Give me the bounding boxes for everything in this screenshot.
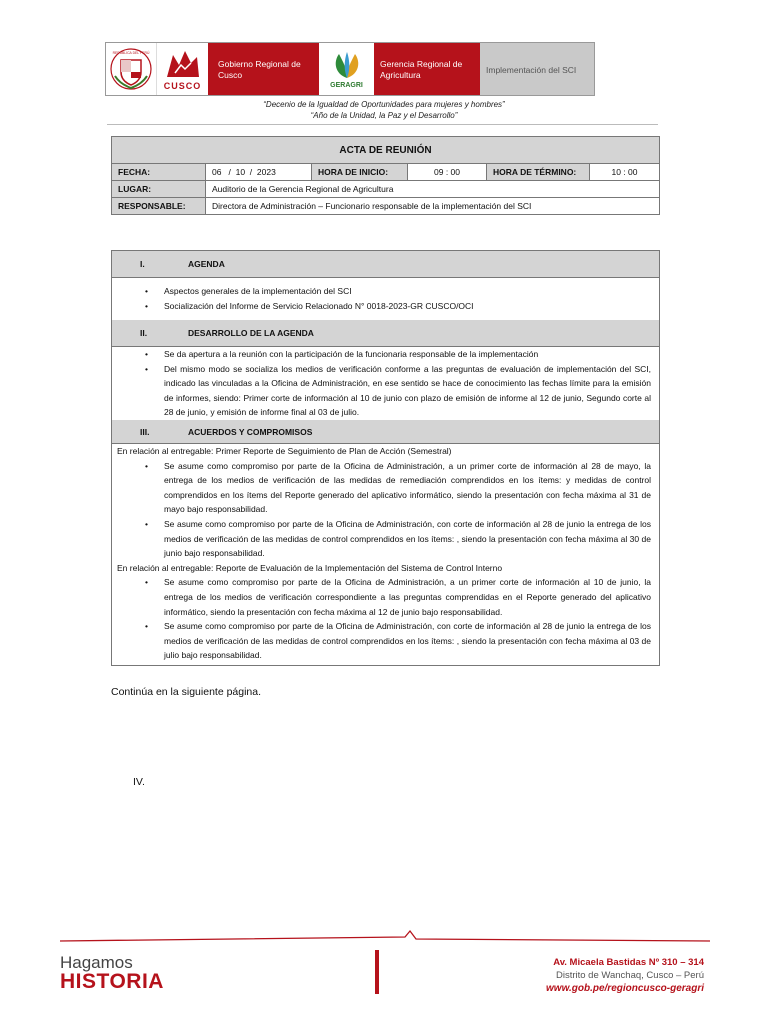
desarrollo-header (112, 320, 659, 347)
agenda-number: I. (140, 259, 145, 269)
desarrollo-section (111, 320, 660, 423)
geragri-logo (319, 43, 374, 95)
acta-title: ACTA DE REUNIÓN (112, 137, 660, 164)
fecha-value: 06 / 10 / 2023 (206, 164, 312, 181)
hagamos-historia-logo (60, 954, 164, 992)
hora-termino-value: 10 : 00 (590, 164, 660, 181)
desarrollo-body (112, 347, 659, 422)
responsable-value: Directora de Administración – Funcionario responsable de la implementación del SCI (206, 198, 660, 215)
geragri-logo-text: GERAGRI (330, 81, 363, 89)
hora-inicio-label: HORA DE INICIO: (312, 164, 408, 181)
hora-inicio-value: 09 : 00 (408, 164, 487, 181)
list-item: • Socialización del Informe de Servicio Relacionado N° 0018-2023-GR CUSCO/OCI (112, 299, 659, 314)
agenda-body (112, 278, 659, 321)
geragri-leaf-icon (329, 50, 365, 82)
list-item: • Se asume como compromiso por parte de la Oficina de Administración, con corte de información al 28 de junio la entrega de los medios de verificación de las medidas de control comprendidos en los ítems: , siendo la presentación con fecha máxima al 30 de junio bajo responsabilidad. (112, 517, 659, 561)
peru-shield-icon (109, 46, 153, 92)
footer-address (546, 956, 704, 995)
motto-decenio: “Decenio de la Igualdad de Oportunidades para mujeres y hombres” (263, 100, 505, 109)
logo-historia: HISTORIA (60, 970, 164, 993)
list-item: • Se asume como compromiso por parte de la Oficina de Administración, a un primer corte de información al 10 de junio, la entrega de los medios de verificación correspondiente a las preguntas comprendidas en el Reporte generado del aplicativo informático, siendo la presentación con fecha máxima al 12 de junio bajo responsabilidad. (112, 575, 659, 619)
list-item: • Se da apertura a la reunión con la participación de la funcionaria responsable de la implementación (112, 347, 659, 362)
list-item: • Del mismo modo se socializa los medios de verificación conforme a las preguntas de evaluación de implementación del SCI, indicado las vinculadas a la Oficina de Administración, en ese sentido se hace de conocimiento las fechas límite para la emisión de informes, siendo: Primer corte de información al 10 de junio con plazo de emisión de informe al 12 de junio, Segundo corte al 28 de junio, y emisión de informe final al 03 de julio. (112, 362, 659, 420)
cusco-emblem-icon (163, 47, 203, 81)
implementacion-sci-label: Implementación del SCI (480, 43, 594, 95)
website-link[interactable]: www.gob.pe/regioncusco-geragri (546, 983, 704, 994)
cusco-logo-text: CUSCO (163, 81, 202, 91)
peru-coat-of-arms (106, 43, 156, 95)
acuerdos-section (111, 420, 660, 666)
entregable-intro-2: En relación al entregable: Reporte de Evaluación de la Implementación del Sistema de Control Interno (117, 562, 503, 573)
list-item: • Se asume como compromiso por parte de la Oficina de Administración, con corte de información al 28 de junio la entrega de los medios de verificación de las medidas de control comprendidos en los ítems: , siendo la presentación con fecha máxima al 03 de julio bajo responsabilidad. (112, 619, 659, 663)
agenda-header (112, 251, 659, 278)
lugar-label: LUGAR: (112, 181, 206, 198)
acuerdos-body (112, 444, 659, 665)
acta-table (111, 136, 660, 215)
svg-text:REPÚBLICA DEL PERÚ: REPÚBLICA DEL PERÚ (112, 51, 150, 55)
agenda-section (111, 250, 660, 322)
footer-decorative-line (60, 925, 710, 945)
footer-divider (375, 950, 379, 994)
acuerdos-header (112, 420, 659, 444)
institutional-header (105, 42, 595, 96)
motto-anio: “Año de la Unidad, la Paz y el Desarrollo” (310, 111, 458, 120)
agenda-title: AGENDA (188, 259, 225, 269)
hora-termino-label: HORA DE TÉRMINO: (487, 164, 590, 181)
entregable-intro-1: En relación al entregable: Primer Reporte de Seguimiento de Plan de Acción (Semestral) (117, 446, 452, 456)
gerencia-regional-label: Gerencia Regional de Agricultura (374, 43, 480, 95)
cusco-logo (156, 43, 208, 95)
list-item: • Aspectos generales de la implementación del SCI (112, 284, 659, 299)
gobierno-regional-label: Gobierno Regional de Cusco (208, 43, 319, 95)
address-street: Av. Micaela Bastidas Nº 310 – 314 (553, 957, 704, 968)
fecha-label: FECHA: (112, 164, 206, 181)
header-divider (107, 124, 658, 125)
acuerdos-title: ACUERDOS Y COMPROMISOS (188, 426, 313, 437)
logo-hagamos: Hagamos (60, 953, 133, 972)
continua-note: Continúa en la siguiente página. (111, 686, 262, 698)
section-iv-number: IV. (133, 776, 145, 788)
desarrollo-title: DESARROLLO DE LA AGENDA (188, 328, 314, 338)
lugar-value: Auditorio de la Gerencia Regional de Agricultura (206, 181, 660, 198)
responsable-label: RESPONSABLE: (112, 198, 206, 215)
desarrollo-number: II. (140, 328, 148, 338)
list-item: • Se asume como compromiso por parte de la Oficina de Administración, a un primer corte de información al 28 de mayo, la entrega de los medios de verificación de las medidas de remediación comprendidos en los ítems: y medidas de control comprendidos en los ítems del Reporte generado del aplicativo informático, siendo la presentación con fecha máxima al 31 de mayo bajo responsabilidad. (112, 459, 659, 517)
acuerdos-number: III. (140, 426, 150, 437)
address-district: Distrito de Wanchaq, Cusco – Perú (555, 970, 704, 981)
